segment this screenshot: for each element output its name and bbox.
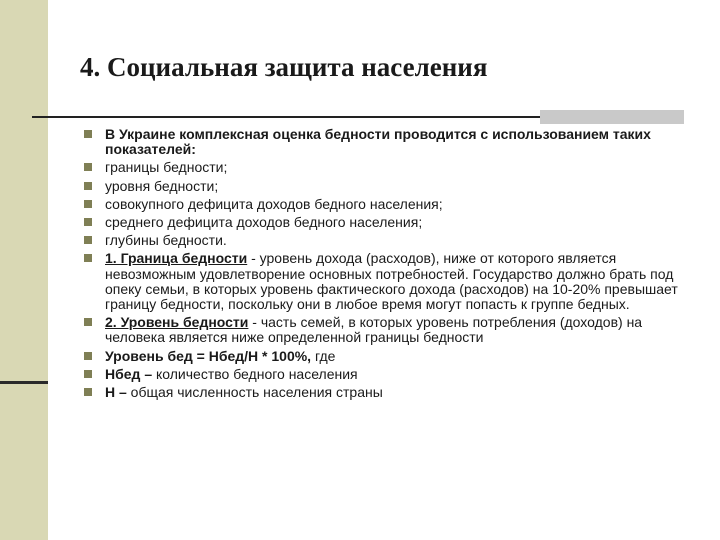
item-lead: Н – xyxy=(105,384,127,401)
square-bullet-icon xyxy=(84,182,92,190)
square-bullet-icon xyxy=(84,370,92,378)
list-item xyxy=(84,385,684,400)
item-text: общая численность населения страны xyxy=(126,384,383,401)
item-text: глубины бедности. xyxy=(105,232,227,249)
item-lead: 1. Граница бедности xyxy=(105,250,248,267)
square-bullet-icon xyxy=(84,163,92,171)
bullet-list xyxy=(84,127,684,403)
left-band-divider xyxy=(0,381,48,384)
list-item xyxy=(84,251,684,312)
list-item xyxy=(84,315,684,345)
item-text: где xyxy=(311,347,336,364)
list-item xyxy=(84,367,684,382)
item-text: количество бедного населения xyxy=(152,365,358,382)
square-bullet-icon xyxy=(84,352,92,360)
square-bullet-icon xyxy=(84,218,92,226)
list-item xyxy=(84,127,684,157)
item-text: границы бедности; xyxy=(105,159,228,176)
slide-title: 4. Социальная защита населения xyxy=(80,52,488,82)
item-text: уровня бедности; xyxy=(105,177,219,194)
left-decorative-band xyxy=(0,0,48,540)
item-text: совокупного дефицита доходов бедного населения; xyxy=(105,195,443,212)
item-text: В Украине комплексная оценка бедности проводится с использованием таких показателей: xyxy=(105,126,651,158)
square-bullet-icon xyxy=(84,318,92,326)
square-bullet-icon xyxy=(84,130,92,138)
decorative-block xyxy=(540,110,684,124)
square-bullet-icon xyxy=(84,236,92,244)
square-bullet-icon xyxy=(84,254,92,262)
item-text: среднего дефицита доходов бедного населения; xyxy=(105,214,423,231)
list-item xyxy=(84,179,684,194)
list-item xyxy=(84,197,684,212)
item-text: - уровень дохода (расходов), ниже от которого является невозможным удовлетворение основных потребностей. Государство должно брать под опеку семьи, в которых уровень фактического дохода (расходов) на 10-20% превышает границу бедности, поскольку они в любое время могут попасть к группе бедных. xyxy=(105,250,678,313)
list-item xyxy=(84,233,684,248)
list-item xyxy=(84,349,684,364)
list-item xyxy=(84,160,684,175)
item-lead: Уровень бед = Нбед/Н * 100%, xyxy=(105,347,312,364)
item-text: - часть семей, в которых уровень потребления (доходов) на человека является ниже определенной границы бедности xyxy=(105,314,643,346)
list-item xyxy=(84,215,684,230)
square-bullet-icon xyxy=(84,200,92,208)
square-bullet-icon xyxy=(84,388,92,396)
item-lead: 2. Уровень бедности xyxy=(105,314,249,331)
item-lead: Нбед – xyxy=(105,365,153,382)
